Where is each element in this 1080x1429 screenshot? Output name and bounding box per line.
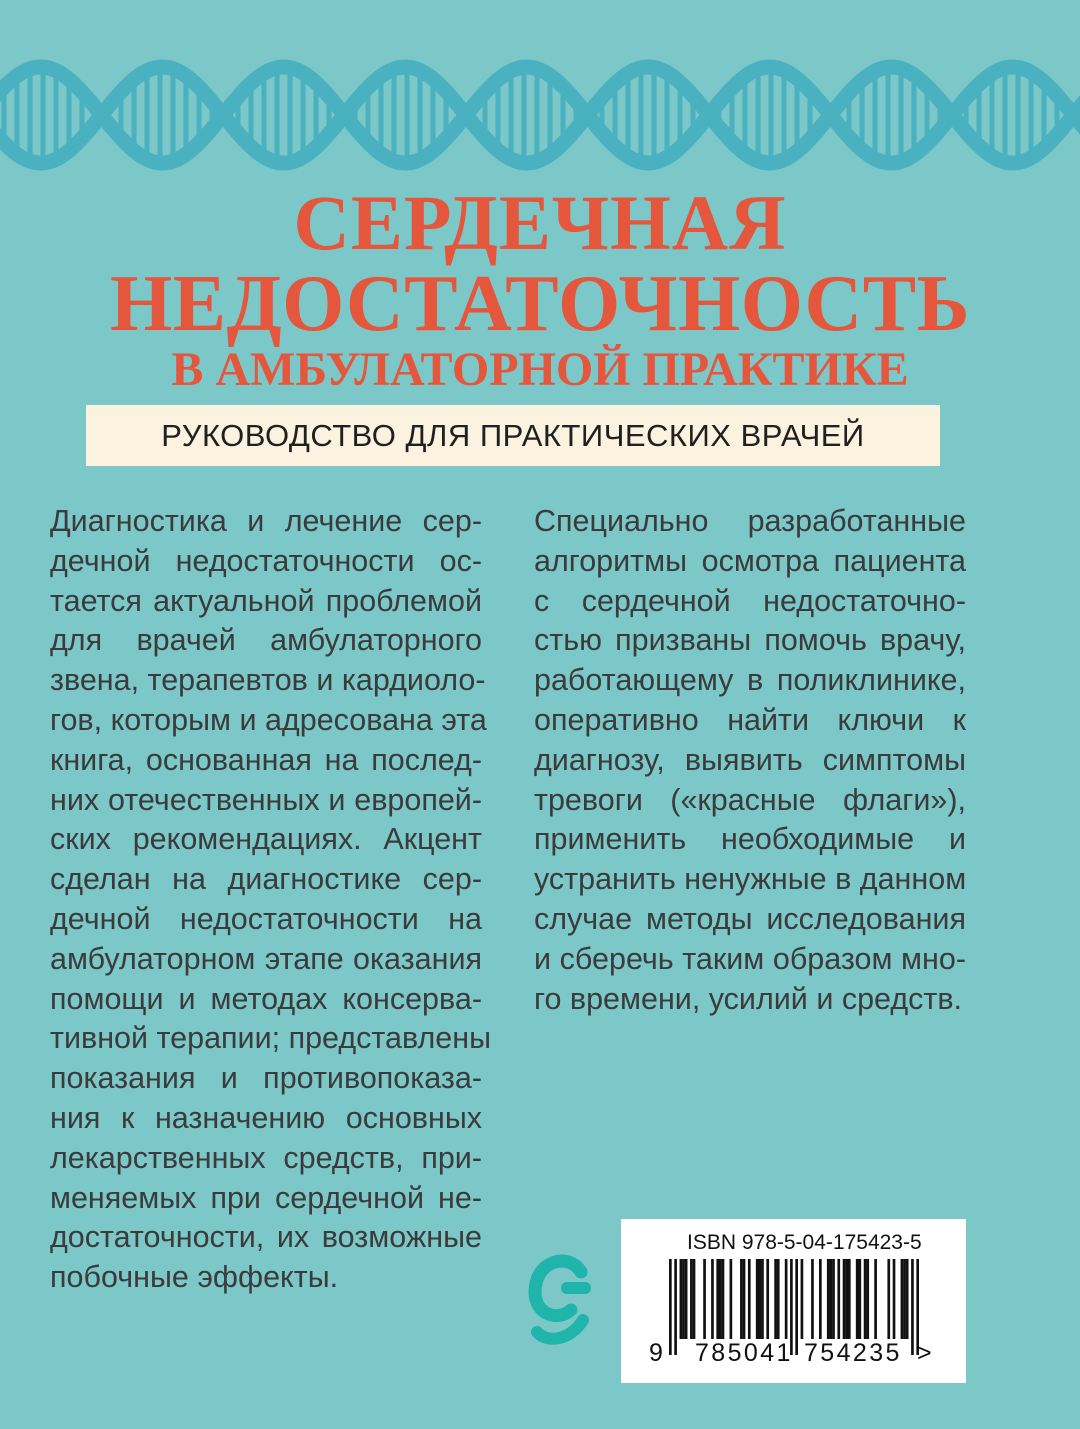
annotation-line: для врачей амбулаторного — [50, 623, 482, 658]
annotation-line: дечной недостаточности на — [50, 901, 482, 936]
barcode-right-digits: 754235 — [804, 1339, 902, 1367]
barcode-first-digit: 9 — [649, 1339, 663, 1367]
annotation-line: работающему в поликлинике, — [534, 663, 966, 698]
subtitle-banner: РУКОВОДСТВО ДЛЯ ПРАКТИЧЕСКИХ ВРАЧЕЙ — [86, 405, 940, 466]
annotation-line: гов, которым и адресована эта — [50, 702, 487, 737]
annotation-right-column — [534, 502, 966, 1019]
isbn-label: ISBN 978-5-04-175423-5 — [687, 1231, 922, 1254]
title-line-3: В АМБУЛАТОРНОЙ ПРАКТИКЕ — [171, 343, 909, 396]
dna-helix-icon — [0, 52, 1080, 178]
annotation-line: Диагностика и лечение сер- — [50, 504, 482, 538]
title-line-2: НЕДОСТАТОЧНОСТЬ — [110, 260, 970, 348]
annotation-line: алгоритмы осмотра пациента — [534, 543, 966, 578]
annotation-line: них отечественных и европей- — [50, 782, 482, 817]
annotation-line: звена, терапевтов и кардиоло- — [50, 663, 486, 698]
annotation-line: устранить ненужные в данном — [534, 862, 967, 897]
annotation-line: лекарственных средств, при- — [50, 1140, 482, 1175]
annotation-line: меняемых при сердечной не- — [50, 1180, 482, 1215]
annotation-line: и сберечь таким образом мно- — [534, 941, 966, 976]
barcode-panel — [621, 1219, 966, 1383]
barcode-digits — [621, 1219, 966, 1383]
annotation-line: ния к назначению основных — [50, 1100, 482, 1135]
annotation-line: го времени, усилий и средств. — [534, 981, 963, 1016]
annotation-line: сделан на диагностике сер- — [50, 862, 482, 897]
annotation-line: применить необходимые и — [534, 822, 966, 857]
eksmo-logo-icon — [527, 1248, 591, 1348]
annotation-line: побочные эффекты. — [50, 1260, 339, 1295]
annotation-line: тревоги («красные флаги»), — [534, 782, 966, 817]
annotation-line: ских рекомендациях. Акцент — [50, 822, 482, 857]
annotation-line: стью призваны помочь врачу, — [534, 623, 966, 658]
annotation-line: тается актуальной проблемой — [50, 583, 482, 618]
annotation-line: с сердечной недостаточно- — [534, 583, 966, 618]
annotation-line: книга, основанная на послед- — [50, 742, 482, 777]
annotation-line: дечной недостаточности ос- — [50, 543, 482, 578]
annotation-left-column — [50, 502, 492, 1298]
annotation-line: достаточности, их возможные — [50, 1220, 482, 1255]
annotation-line: диагнозу, выявить симптомы — [534, 742, 966, 777]
annotation-line: Специально разработанные — [534, 504, 966, 538]
annotation-line: тивной терапии; представлены — [50, 1021, 492, 1056]
title-line-1: СЕРДЕЧНАЯ — [293, 179, 787, 266]
annotation-line: амбулаторном этапе оказания — [50, 941, 482, 976]
annotation-line: помощи и методах консерва- — [50, 981, 482, 1016]
annotation-line: оперативно найти ключи к — [534, 702, 966, 737]
barcode-left-digits: 785041 — [695, 1339, 793, 1367]
annotation-line: случае методы исследования — [534, 901, 966, 936]
barcode-quiet-zone-mark: > — [917, 1339, 932, 1367]
annotation-line: показания и противопоказа- — [50, 1061, 482, 1096]
